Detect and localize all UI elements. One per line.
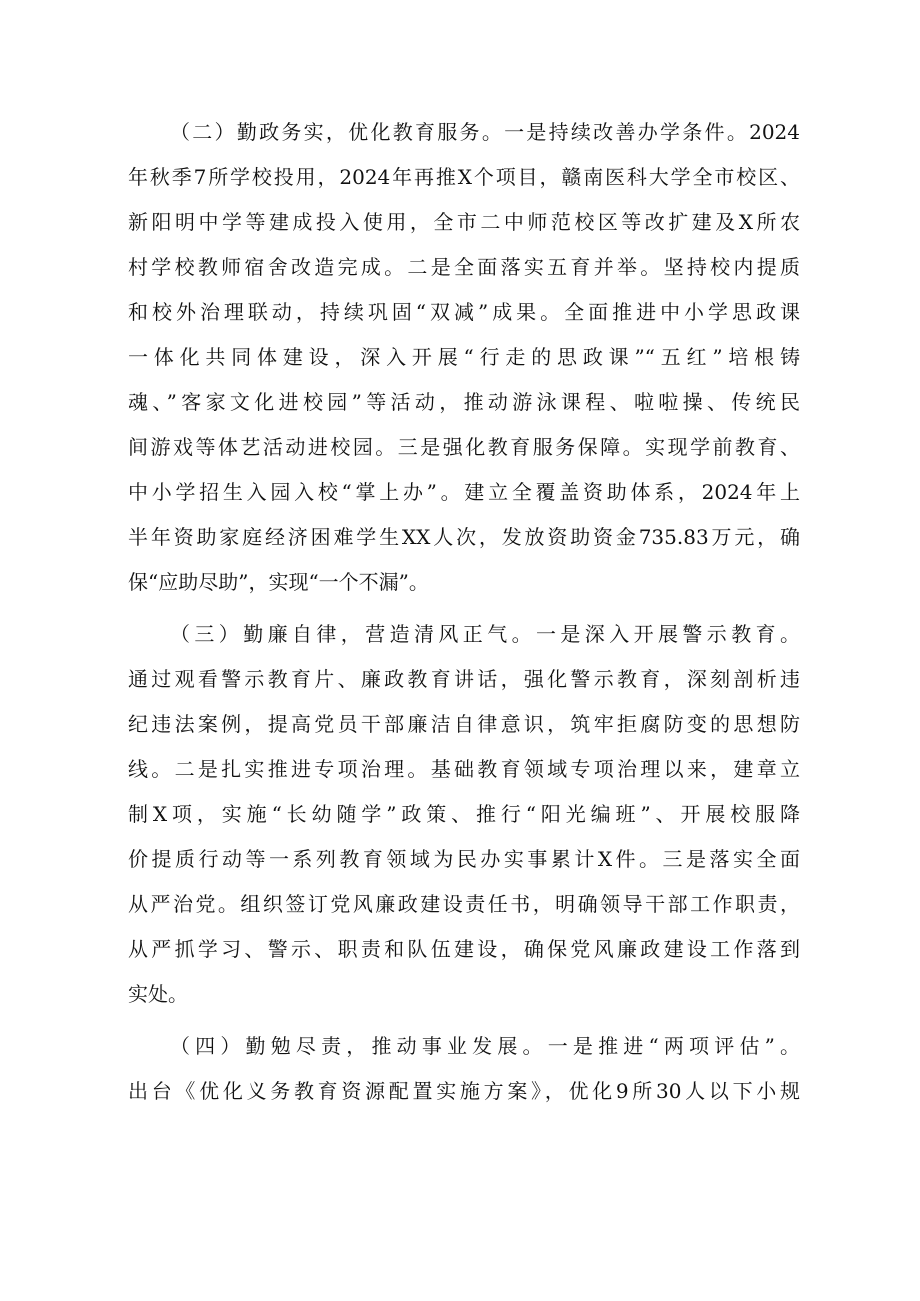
text-line: 中小学招生入园入校“掌上办”。建立全覆盖资助体系，2024年上 — [128, 480, 800, 504]
text-line: 通过观看警示教育片、廉政教育讲话，强化警示教育，深刻剖析违 — [128, 667, 800, 691]
text-line: 一体化共同体建设，深入开展“行走的思政课”“五红”培根铸 — [128, 345, 800, 369]
text-line: 间游戏等体艺活动进校园。三是强化教育服务保障。实现学前教育、 — [128, 435, 800, 459]
text-line: 出台《优化义务教育资源配置实施方案》，优化9所30人以下小规 — [128, 1079, 800, 1103]
text-line: 实处。 — [128, 982, 188, 1006]
paragraph-4 — [128, 1026, 800, 1116]
text-line: （四）勤勉尽责，推动事业发展。一是推进“两项评估”。 — [170, 1034, 800, 1058]
text-line: 新阳明中学等建成投入使用，全市二中师范校区等改扩建及X所农 — [128, 210, 800, 234]
text-line: 保“应助尽助”，实现“一个不漏”。 — [128, 570, 429, 594]
text-line: 制X项，实施“长幼随学”政策、推行“阳光编班”、开展校服降 — [128, 802, 800, 826]
document-page — [128, 112, 800, 1116]
text-line: 年秋季7所学校投用，2024年再推X个项目，赣南医科大学全市校区、 — [128, 165, 800, 189]
text-line: 和校外治理联动，持续巩固“双减”成果。全面推进中小学思政课 — [128, 300, 800, 324]
paragraph-2 — [128, 112, 800, 607]
text-line: 村学校教师宿舍改造完成。二是全面落实五育并举。坚持校内提质 — [128, 255, 800, 279]
text-line: 魂、”客家文化进校园”等活动，推动游泳课程、啦啦操、传统民 — [128, 390, 800, 414]
text-line: （二）勤政务实，优化教育服务。一是持续改善办学条件。2024 — [170, 120, 800, 144]
text-line: （三）勤廉自律，营造清风正气。一是深入开展警示教育。 — [170, 622, 800, 646]
paragraph-3 — [128, 614, 800, 1019]
text-line: 半年资助家庭经济困难学生XX人次，发放资助资金735.83万元，确 — [128, 525, 800, 549]
text-line: 线。二是扎实推进专项治理。基础教育领域专项治理以来，建章立 — [128, 757, 800, 781]
text-line: 从严治党。组织签订党风廉政建设责任书，明确领导干部工作职责， — [128, 892, 800, 916]
text-line: 纪违法案例，提高党员干部廉洁自律意识，筑牢拒腐防变的思想防 — [128, 712, 800, 736]
text-line: 价提质行动等一系列教育领域为民办实事累计X件。三是落实全面 — [128, 847, 800, 871]
text-line: 从严抓学习、警示、职责和队伍建设，确保党风廉政建设工作落到 — [128, 937, 800, 961]
